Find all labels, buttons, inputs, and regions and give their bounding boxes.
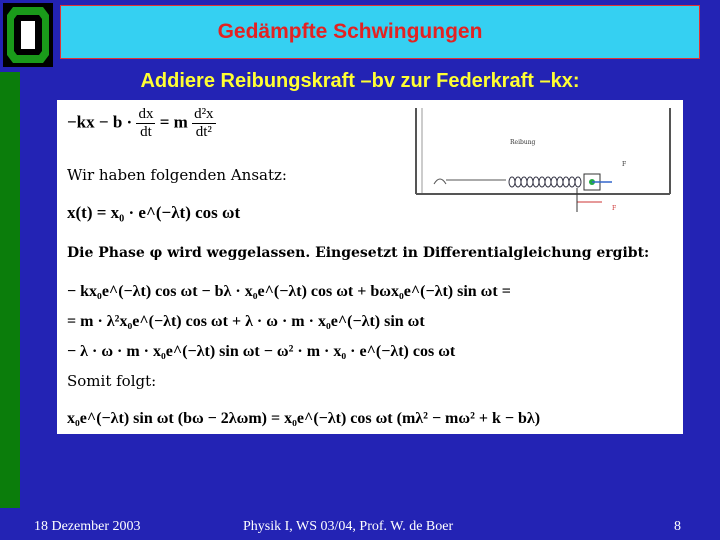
eq1-lhs: −kx − b · [67,112,133,132]
footer-date: 18 Dezember 2003 [34,519,141,534]
footer-course: Physik I, WS 03/04, Prof. W. de Boer [243,519,454,534]
phase-text: Die Phase φ wird weggelassen. Eingesetzt in Differentialgleichung ergibt: [67,245,650,261]
university-logo-icon [3,3,53,67]
eq1-equals-m: = m [159,112,188,132]
slide-subtitle: Addiere Reibungskraft –bv zur Federkraft –kx: [140,70,580,92]
equation-of-motion [67,106,216,141]
slide-title: Gedämpfte Schwingungen [217,20,483,43]
sketch-label-f2: F [612,205,617,212]
substitution-line-3: − λ · ω · m · x₀e^(−λt) sin ωt − ω² · m · x₀ · e^(−λt) cos ωt [67,343,456,360]
title-banner [60,5,700,59]
somit-text: Somit folgt: [67,372,157,390]
sketch-label-reibung: Reibung [510,139,536,146]
fraction-numerator: dx [138,106,154,122]
damped-spring-sketch [412,102,678,237]
sketch-label-f1: F [622,161,627,168]
fraction-denominator: dt [140,124,152,140]
left-accent-bar [0,72,20,508]
fraction-numerator: d²x [194,106,214,122]
content-panel [57,100,683,434]
substitution-line-2: = m · λ²x₀e^(−λt) cos ωt + λ · ω · m · x₀e^(−λt) sin ωt [67,313,425,330]
ansatz-equation: x(t) = x₀ · e^(−λt) cos ωt [67,203,241,222]
final-equation: x₀e^(−λt) sin ωt (bω − 2λωm) = x₀e^(−λt) cos ωt (mλ² − mω² + k − bλ) [67,410,541,427]
page-number: 8 [674,519,681,534]
ansatz-text: Wir haben folgenden Ansatz: [67,166,287,184]
d2x-dt2-fraction [192,106,216,141]
substitution-line-1: − kx₀e^(−λt) cos ωt − bλ · x₀e^(−λt) cos ωt + bωx₀e^(−λt) sin ωt = [67,283,511,300]
dx-dt-fraction [136,106,155,141]
fraction-denominator: dt² [195,124,212,140]
